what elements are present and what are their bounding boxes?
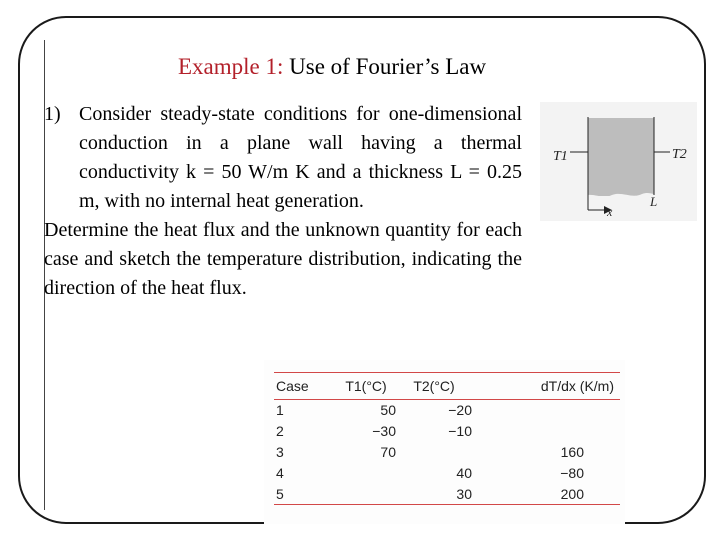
plane-wall-figure — [540, 102, 697, 221]
cell-t2: −10 — [448, 423, 472, 440]
cell-gradient: −80 — [560, 464, 584, 481]
slide-title — [178, 54, 486, 80]
problem-item — [44, 100, 522, 216]
wall-break-top — [584, 111, 658, 118]
t1-label: T1 — [553, 149, 568, 164]
cell-gradient — [472, 400, 620, 421]
cell-t2: 30 — [396, 483, 472, 504]
wall-slab — [588, 116, 654, 196]
instruction-text: Determine the heat flux and the unknown quantity for each case and sketch the temperature distribution, indicating the direction of the heat flux. — [44, 219, 522, 299]
table-row — [274, 483, 620, 504]
table-row — [274, 462, 620, 483]
header-case: Case — [274, 373, 336, 400]
cell-t1: 50 — [380, 402, 396, 419]
cell-case: 1 — [276, 402, 284, 419]
header-t2: T2(°C) — [396, 373, 472, 400]
cell-case: 5 — [274, 483, 336, 504]
problem-statement — [44, 100, 522, 303]
cell-t1: 70 — [380, 443, 396, 460]
t2-label: T2 — [672, 147, 687, 162]
cell-t2 — [396, 442, 472, 463]
table-row — [274, 421, 620, 442]
cell-t1: −30 — [372, 423, 396, 440]
cases-table — [274, 372, 620, 505]
table-row — [274, 400, 620, 421]
cell-case: 3 — [276, 443, 284, 460]
cell-case: 4 — [276, 464, 284, 481]
item-text: Consider steady-state conditions for one-dimensional conduction in a plane wall having a thermal conductivity k = 50 W/m K and a thickness L = 0.25 m, with no internal heat generation. — [79, 103, 522, 212]
title-prefix: Example 1: — [178, 54, 284, 79]
x-axis-label: x — [607, 205, 613, 219]
table-row — [274, 442, 620, 463]
title-suffix: Use of Fourier’s Law — [283, 54, 487, 79]
cell-t1 — [336, 462, 396, 483]
cell-gradient — [472, 421, 620, 442]
case-table — [264, 360, 625, 524]
cell-t1 — [336, 483, 396, 504]
cell-gradient: 160 — [560, 443, 584, 460]
header-t1: T1(°C) — [336, 373, 396, 400]
cell-case: 2 — [276, 423, 284, 440]
header-gradient: dT/dx (K/m) — [472, 373, 620, 400]
cell-gradient: 200 — [472, 483, 620, 504]
cell-t2: −20 — [448, 402, 472, 419]
thickness-label: L — [650, 194, 658, 209]
table-header-row — [274, 373, 620, 400]
item-number: 1) — [44, 103, 61, 125]
plane-wall-diagram — [540, 102, 697, 221]
cell-t2: 40 — [456, 464, 472, 481]
